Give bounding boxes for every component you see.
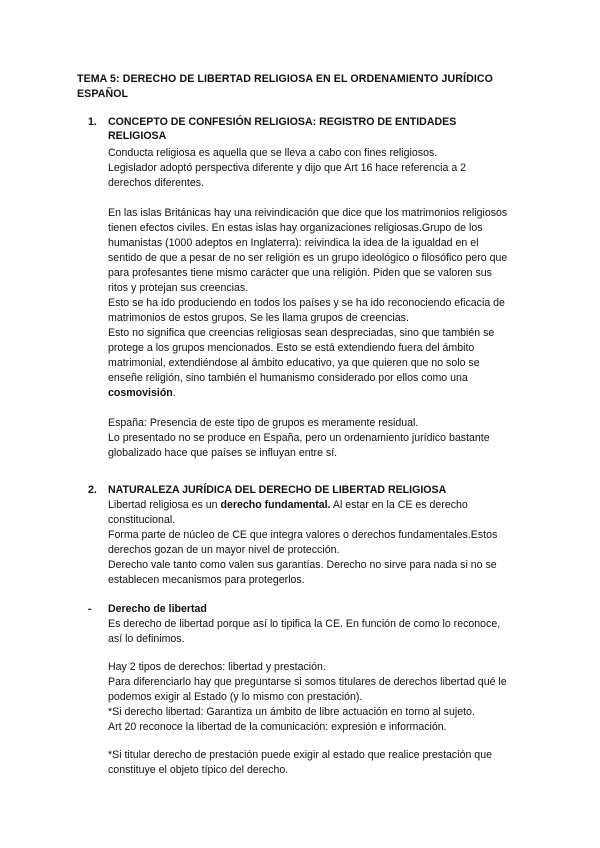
section-2-text-line: Derecho vale tanto como valen sus garantías. Derecho no sirve para nada si no se <box>108 559 497 571</box>
section-1-heading-line-2: RELIGIOSA <box>108 130 167 142</box>
section-1-text-line: protege a los grupos mencionados. Esto se está extendiendo fuera del ámbito <box>108 342 475 354</box>
section-1-text-line: sentido de que a pesar de no ser religión es un grupo ideológico o filosófico pero que <box>108 252 508 264</box>
document-title <box>77 72 537 102</box>
cosmovision-period: . <box>172 387 176 399</box>
section-2-heading-text: NATURALEZA JURÍDICA DEL DERECHO DE LIBERTAD RELIGIOSA <box>108 484 447 496</box>
section-1-text-line: Esto se ha ido produciendo en todos los países y se ha ido reconociendo eficacia de <box>108 297 505 309</box>
section-2-first-line <box>108 498 468 512</box>
section-2-number: 2. <box>88 484 97 496</box>
section-1-text-line: matrimonial, extendiéndose al ámbito educativo, ya que quieren que no solo se <box>108 357 480 369</box>
subsection-text-line: Para diferenciarlo hay que preguntarse si somos titulares de derechos libertad qué le <box>108 676 507 688</box>
subsection-text-line: *Si derecho libertad: Garantiza un ámbito de libre actuación en torno al sujeto. <box>108 706 475 718</box>
section-1-text-line: derechos diferentes. <box>108 177 204 189</box>
subsection-heading-text: Derecho de libertad <box>108 603 207 615</box>
section-1-text-line: Lo presentado no se produce en España, pero un ordenamiento jurídico bastante <box>108 432 490 444</box>
section-1-text-line: humanistas (1000 adeptos en Inglaterra): reivindica la idea de la igualdad en el <box>108 237 479 249</box>
derecho-fundamental-term: derecho fundamental. <box>220 499 331 511</box>
section-1-text-line: Conducta religiosa es aquella que se lleva a cabo con fines religiosos. <box>108 147 438 159</box>
section-1-text-line: matrimonios de estos grupos. Se les llama grupos de creencias. <box>108 312 409 324</box>
subsection-text-line: así lo definimos. <box>108 633 185 645</box>
section-2-text-line: establecen mecanismos para protegerlos. <box>108 574 305 586</box>
subsection-text-line: podemos exigir al Estado (y lo mismo con prestación). <box>108 691 363 703</box>
subsection-text-line: constituye el objeto típico del derecho. <box>108 764 289 776</box>
section-1-text-line: España: Presencia de este tipo de grupos es meramente residual. <box>108 417 419 429</box>
line-start: Libertad religiosa es un <box>108 499 221 511</box>
title-line-2: ESPAÑOL <box>77 88 129 100</box>
line-end: Al estar en la CE es derecho <box>330 499 468 511</box>
title-line-1: TEMA 5: DERECHO DE LIBERTAD RELIGIOSA EN EL ORDENAMIENTO JURÍDICO <box>77 73 493 85</box>
section-1-text-line: para profesantes tiene mismo carácter que una religión. Piden que se valoren sus <box>108 267 492 279</box>
section-1-text-line: Legislador adoptó perspectiva diferente y dijo que Art 16 hace referencia a 2 <box>108 162 467 174</box>
section-1-text-line: En las islas Británicas hay una reivindicación que dice que los matrimonios religiosos <box>108 207 508 219</box>
section-1-text-line: ritos y protejan sus creencias. <box>108 282 249 294</box>
subsection-text-line: Hay 2 tipos de derechos: libertad y prestación. <box>108 661 326 673</box>
subsection-bullet: - <box>88 603 92 615</box>
section-1-text-line: enseñe religión, sino también el humanismo considerado por ellos como una <box>108 372 468 384</box>
subsection-text-line: *Si titular derecho de prestación puede exigir al estado que realice prestación que <box>108 749 492 761</box>
section-1-text-line: tienen efectos civiles. En estas islas hay organizaciones religiosas.Grupo de los <box>108 222 483 234</box>
section-1-heading-line-1: CONCEPTO DE CONFESIÓN RELIGIOSA: REGISTRO DE ENTIDADES <box>108 116 457 128</box>
section-2-text-line: Forma parte de núcleo de CE que integra valores o derechos fundamentales.Estos <box>108 529 498 541</box>
section-1-text-line: globalizado hace que países se influyan entre sí. <box>108 447 338 459</box>
section-2-text-line: constitucional. <box>108 514 176 526</box>
section-2-text-line: derechos gozan de un mayor nivel de protección. <box>108 544 340 556</box>
section-1-text-line: Esto no significa que creencias religiosas sean despreciadas, sino que también se <box>108 327 495 339</box>
section-1-cosmovision-line <box>108 386 176 400</box>
subsection-text-line: Art 20 reconoce la libertad de la comunicación: expresión e información. <box>108 721 447 733</box>
cosmovision-term: cosmovisión <box>108 387 173 399</box>
subsection-text-line: Es derecho de libertad porque así lo tipifica la CE. En función de como lo reconoce, <box>108 618 501 630</box>
section-1-number: 1. <box>88 116 97 128</box>
